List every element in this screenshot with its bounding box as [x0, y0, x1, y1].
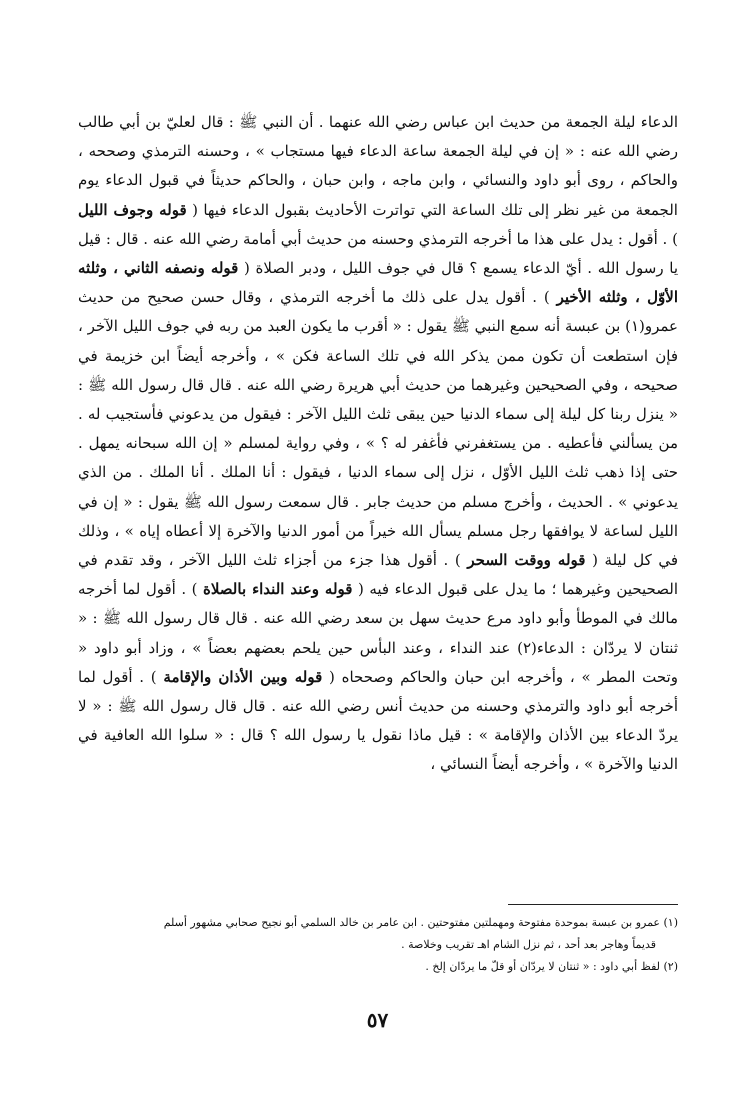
main-text [78, 108, 678, 780]
text-segment: ) . أقول هذا جزء من أجزاء ثلث الليل الآخر ، وقد تقدم في الصحيحين وغيرهما ؛ ما يدل على قبول الدعاء فيه ( [78, 551, 678, 599]
footnote-1: (١) عمرو بن عبسة بموحدة مفتوحة ومهملتين مفتوحتين . ابن عامر بن خالد السلمي أبو نجيح صحابي مشهور أسلم [163, 916, 678, 929]
bold-heading: قوله ووقت السحر [467, 551, 586, 570]
text-segment: ) . أقول : يدل على هذا ما أخرجه الترمذي وحسنه من حديث أبي أمامة رضي الله عنه . قال : قيل يا رسول الله . أيّ الدعاء يسمع ؟ قال في جوف الليل ، ودبر الصلاة ( [78, 229, 678, 278]
text-segment: ) . أقول لما أخرجه مالك في الموطأ وأبو داود مرع حديث سهل بن سعد رضي الله عنه . قال قال رسول الله ﷺ : « ثنتان لا يردّان : الدعاء(٢) عند النداء ، وعند البأس حين يلحم بعضهم بعضاً » ، وزاد أبو داود « وتحت المطر » ، وأخرجه ابن حبان والحاكم وصححاه ( [78, 580, 678, 686]
footnote-1-continuation: قديماً وهاجر بعد أحد ، ثم نزل الشام اهـ تقريب وخلاصة . [401, 938, 656, 951]
bold-heading: قوله ونصفه الثاني ، وثلثه الأوّل ، وثلثه الأخير [78, 259, 679, 307]
footnote-2: (٢) لفظ أبي داود : « ثنتان لا يردّان أو قلّ ما يردّان إلخ . [425, 960, 678, 973]
footnotes [78, 912, 678, 978]
footnote-divider [508, 904, 678, 905]
text-segment: ) . أقول لما أخرجه أبو داود والترمذي وحسنه من حديث أنس رضي الله عنه . قال قال رسول الله ﷺ : « لا يردّ الدعاء بين الأذان والإقامة » : قيل ماذا نقول يا رسول الله ؟ قال : « سلوا الله العافية في الدنيا والآخرة » ، وأخرجه أيضاً النسائي ، [78, 667, 678, 774]
text-block [78, 108, 678, 780]
bold-heading: قوله وجوف الليل [78, 200, 187, 219]
page-number: ٥٧ [366, 1008, 389, 1032]
bold-heading: قوله وعند النداء بالصلاة [202, 580, 353, 599]
text-segment: ) . أقول يدل على ذلك ما أخرجه الترمذي ، وقال حسن صحيح من حديث عمرو(١) بن عبسة أنه سمع النبي ﷺ يقول : « أقرب ما يكون العبد من ربه في جوف الليل الآخر ، فإن استطعت أن تكون ممن يذكر الله في تلك الساعة فكن » ، وأخرجه أيضاً ابن خزيمة في صحيحه ، وفي الصحيحين وغيرهما من حديث أبي هريرة رضي الله عنه . قال قال رسول الله ﷺ : « ينزل ربنا كل ليلة إلى سماء الدنيا حين يبقى ثلث الليل الآخر : فيقول من يدعوني فأستجيب له . من يسألني فأعطيه . من يستغفرني فأغفر له ؟ » ، وفي رواية لمسلم « إن الله سبحانه يمهل . حتى إذا ذهب ثلث الليل الأوّل ، نزل إلى سماء الدنيا ، فيقول : أنا الملك . أنا الملك . من الذي يدعوني » . الحديث ، وأخرج مسلم من حديث جابر . قال سمعت رسول الله ﷺ يقول : « إن في الليل لساعة لا يوافقها رجل مسلم يسأل الله خيراً من أمور الدنيا والآخرة إلا أعطاه إياه » ، وذلك في كل ليلة ( [78, 288, 678, 570]
bold-heading: قوله وبين الأذان والإقامة [163, 667, 323, 686]
text-segment: الدعاء ليلة الجمعة من حديث ابن عباس رضي الله عنهما . أن النبي ﷺ : قال لعليّ بن أبي طالب رضي الله عنه : « إن في ليلة الجمعة ساعة الدعاء فيها مستجاب » ، وحسنه الترمذي وصححه ، والحاكم ، روى أبو داود والنسائي ، وابن ماجه ، وابن حبان ، والحاكم حديثاً في قبول الدعاء يوم الجمعة من غير نظر إلى تلك الساعة التي تواترت الأحاديث بقبول الدعاء فيها ( [78, 113, 678, 219]
